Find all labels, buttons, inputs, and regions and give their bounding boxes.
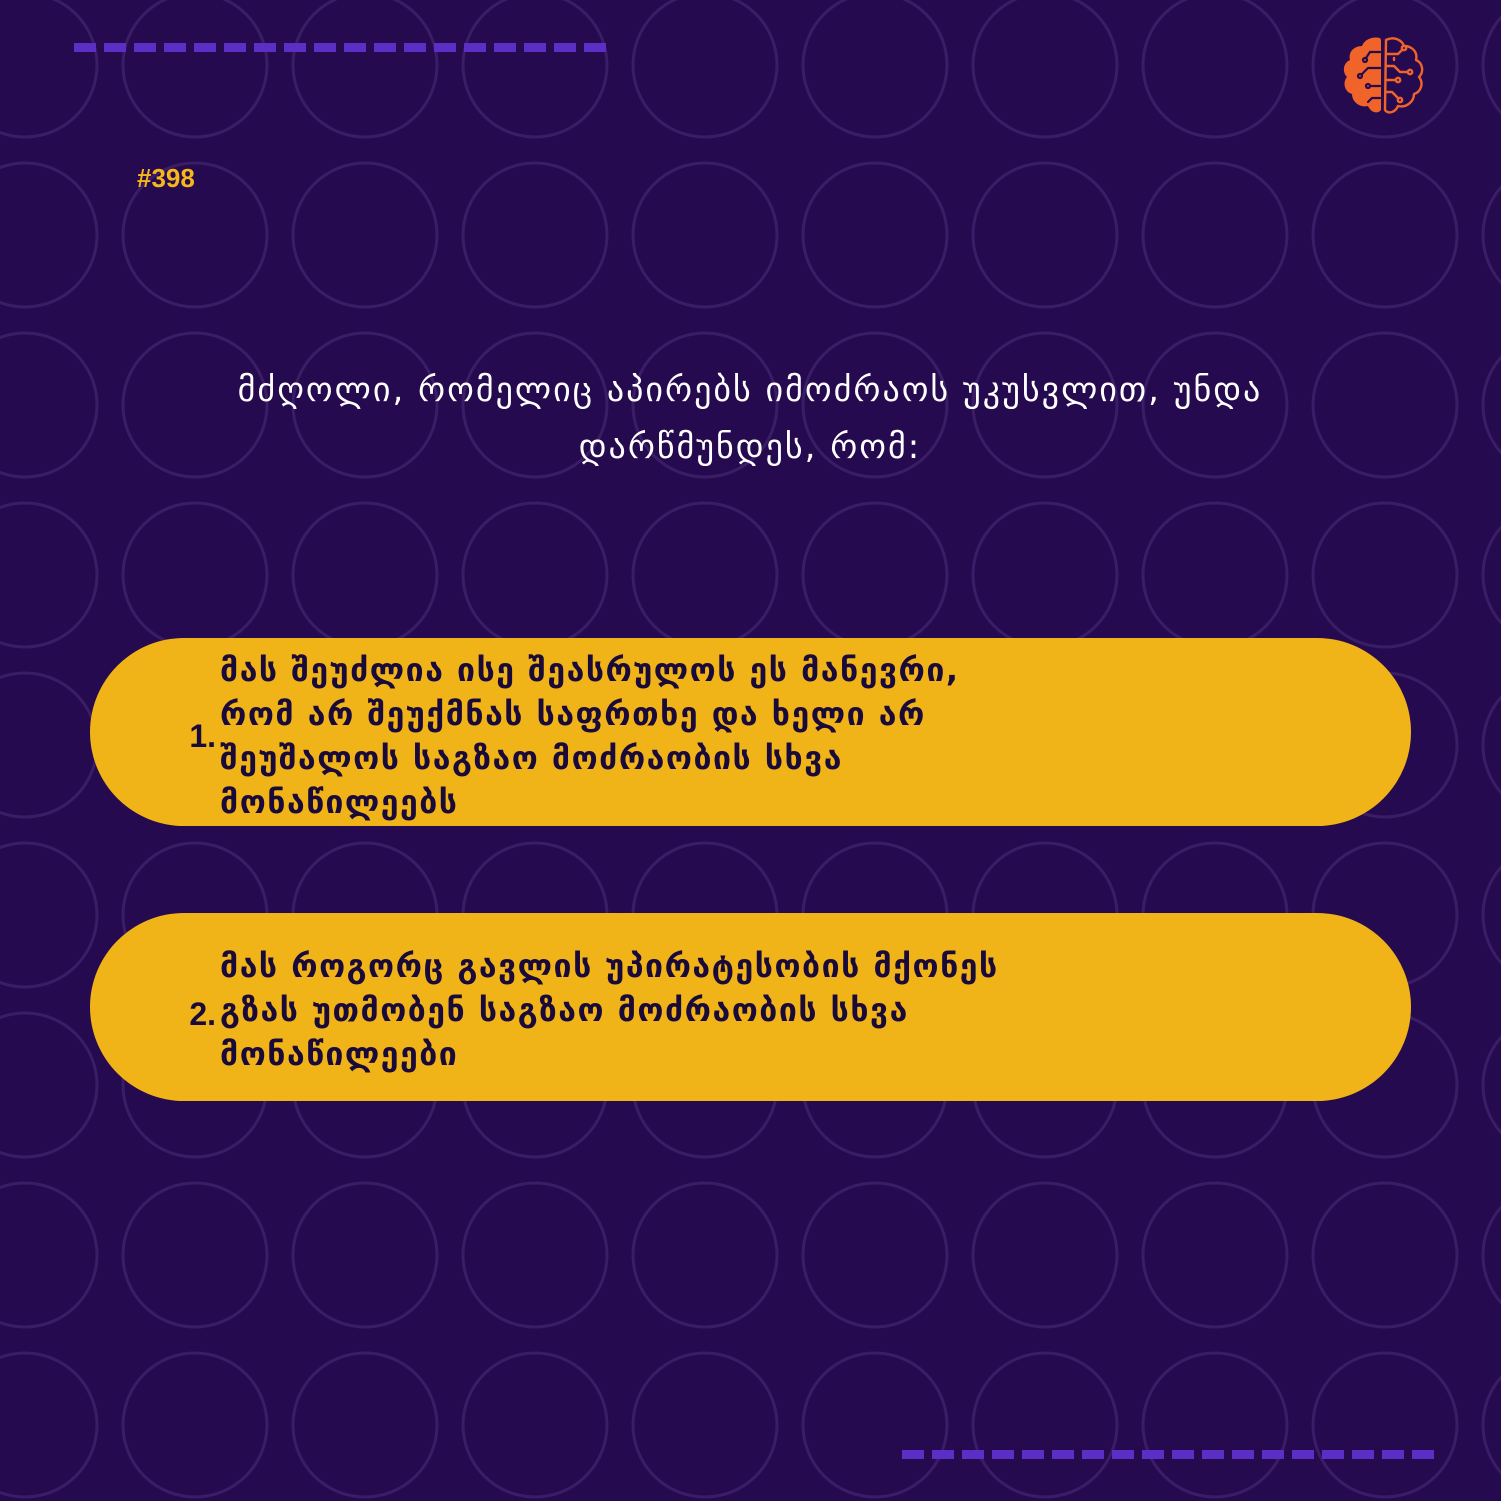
background-circle bbox=[0, 163, 97, 307]
background-circle bbox=[1483, 1013, 1501, 1157]
background-circle bbox=[1143, 0, 1287, 137]
answer-line: გზას უთმობენ საგზაო მოძრაობის სხვა bbox=[220, 991, 909, 1029]
background-circle bbox=[1313, 163, 1457, 307]
dash-segment bbox=[1022, 1450, 1044, 1459]
answer-text bbox=[220, 944, 1120, 1076]
background-circle bbox=[633, 1183, 777, 1327]
background-circle bbox=[633, 503, 777, 647]
dash-segment bbox=[74, 43, 96, 52]
background-circle bbox=[463, 0, 607, 137]
answer-line: შეუშალოს საგზაო მოძრაობის სხვა bbox=[220, 739, 843, 777]
question-line: დარწმუნდეს, რომ: bbox=[578, 427, 922, 467]
background-circle bbox=[803, 163, 947, 307]
dash-segment bbox=[1322, 1450, 1344, 1459]
background-circle bbox=[463, 503, 607, 647]
background-circle bbox=[463, 1353, 607, 1497]
background-circle bbox=[293, 503, 437, 647]
dash-segment bbox=[164, 43, 186, 52]
background-circle bbox=[803, 1353, 947, 1497]
background-circle bbox=[293, 1353, 437, 1497]
dash-segment bbox=[344, 43, 366, 52]
background-circle bbox=[0, 1353, 97, 1497]
background-circle bbox=[0, 333, 97, 477]
question-line: მძღოლი, რომელიც აპირებს იმოძრაოს უკუსვლით, უნდა bbox=[237, 370, 1263, 410]
bottom-dash-decoration bbox=[902, 1450, 1434, 1459]
answer-line: მონაწილეები bbox=[220, 1035, 459, 1073]
dash-segment bbox=[194, 43, 216, 52]
answer-line: რომ არ შეუქმნას საფრთხე და ხელი არ bbox=[220, 695, 926, 733]
background-circle bbox=[0, 843, 97, 987]
dash-segment bbox=[284, 43, 306, 52]
background-circle bbox=[0, 503, 97, 647]
dash-segment bbox=[314, 43, 336, 52]
background-circle bbox=[803, 503, 947, 647]
background-circle bbox=[293, 1183, 437, 1327]
dash-segment bbox=[902, 1450, 924, 1459]
background-circle bbox=[463, 163, 607, 307]
background-circle bbox=[1483, 673, 1501, 817]
background-circle bbox=[633, 1353, 777, 1497]
dash-segment bbox=[1202, 1450, 1224, 1459]
background-circle bbox=[1143, 163, 1287, 307]
background-circle bbox=[1483, 0, 1501, 137]
post-number: #398 bbox=[137, 163, 195, 193]
background-circle bbox=[1483, 1183, 1501, 1327]
background-circle bbox=[293, 163, 437, 307]
background-circle bbox=[0, 1013, 97, 1157]
dash-segment bbox=[1262, 1450, 1284, 1459]
background-circle bbox=[973, 1183, 1117, 1327]
dash-segment bbox=[1172, 1450, 1194, 1459]
dash-segment bbox=[1142, 1450, 1164, 1459]
dash-segment bbox=[1232, 1450, 1254, 1459]
background-circle bbox=[1313, 1353, 1457, 1497]
answer-line: მონაწილეებს bbox=[220, 783, 459, 821]
background-circle bbox=[123, 1353, 267, 1497]
dash-segment bbox=[434, 43, 456, 52]
background-circle bbox=[1313, 1183, 1457, 1327]
dash-segment bbox=[1382, 1450, 1404, 1459]
dash-segment bbox=[494, 43, 516, 52]
background-circle bbox=[633, 0, 777, 137]
answer-line: მას შეუძლია ისე შეასრულოს ეს მანევრი, bbox=[220, 651, 960, 689]
background-circle bbox=[973, 163, 1117, 307]
answer-text bbox=[220, 648, 1120, 824]
top-dash-decoration bbox=[74, 43, 606, 52]
background-circle bbox=[463, 1183, 607, 1327]
dash-segment bbox=[554, 43, 576, 52]
background-circle bbox=[973, 503, 1117, 647]
dash-segment bbox=[1412, 1450, 1434, 1459]
dash-segment bbox=[1082, 1450, 1104, 1459]
background-circle bbox=[1143, 503, 1287, 647]
brain-circuit-icon bbox=[1338, 30, 1428, 120]
background-circle bbox=[0, 1183, 97, 1327]
dash-segment bbox=[1292, 1450, 1314, 1459]
background-circle bbox=[1483, 163, 1501, 307]
dash-segment bbox=[134, 43, 156, 52]
background-circle bbox=[0, 673, 97, 817]
background-circle bbox=[803, 0, 947, 137]
dash-segment bbox=[524, 43, 546, 52]
background-circle bbox=[1483, 333, 1501, 477]
answer-option-2[interactable] bbox=[90, 913, 1411, 1101]
dash-segment bbox=[104, 43, 126, 52]
dash-segment bbox=[404, 43, 426, 52]
answer-number: 1. bbox=[189, 717, 216, 754]
dash-segment bbox=[1352, 1450, 1374, 1459]
dash-segment bbox=[584, 43, 606, 52]
background-circle bbox=[123, 0, 267, 137]
dash-segment bbox=[1112, 1450, 1134, 1459]
dash-segment bbox=[374, 43, 396, 52]
background-circle bbox=[1143, 1353, 1287, 1497]
background-circle bbox=[1143, 1183, 1287, 1327]
background-circle bbox=[1313, 503, 1457, 647]
answer-option-1[interactable] bbox=[90, 638, 1411, 826]
answer-line: მას როგორც გავლის უპირატესობის მქონეს bbox=[220, 947, 999, 985]
question-text bbox=[150, 362, 1350, 476]
dash-segment bbox=[992, 1450, 1014, 1459]
background-circle bbox=[123, 503, 267, 647]
answer-number: 2. bbox=[189, 995, 216, 1032]
dash-segment bbox=[254, 43, 276, 52]
dash-segment bbox=[464, 43, 486, 52]
background-circle bbox=[293, 0, 437, 137]
background-circle bbox=[123, 1183, 267, 1327]
background-circle bbox=[633, 163, 777, 307]
dash-segment bbox=[932, 1450, 954, 1459]
background-circle bbox=[1483, 1353, 1501, 1497]
dash-segment bbox=[1052, 1450, 1074, 1459]
background-circle bbox=[0, 0, 97, 137]
background-circle bbox=[803, 1183, 947, 1327]
background-circle bbox=[973, 0, 1117, 137]
background-circle bbox=[973, 1353, 1117, 1497]
dash-segment bbox=[224, 43, 246, 52]
background-circle bbox=[1483, 503, 1501, 647]
background-circle bbox=[1483, 843, 1501, 987]
dash-segment bbox=[962, 1450, 984, 1459]
